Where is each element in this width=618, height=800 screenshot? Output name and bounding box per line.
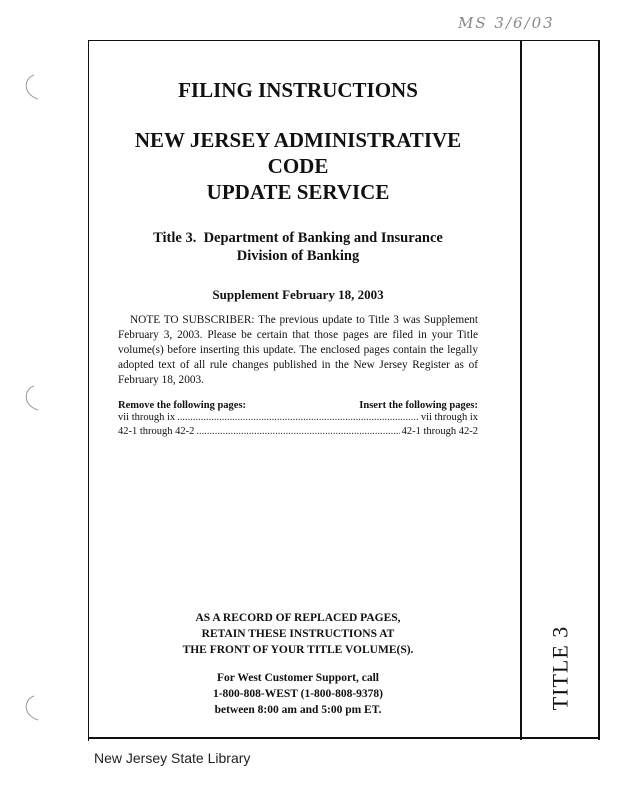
pages-row — [118, 425, 478, 439]
page-frame-bottom-edge — [88, 737, 599, 739]
pages-row — [118, 411, 478, 425]
record-notice — [118, 610, 478, 718]
title-subject — [118, 229, 478, 265]
instructions-content — [118, 78, 478, 439]
record-line-1: AS A RECORD OF REPLACED PAGES, — [195, 612, 401, 624]
title-subject-line-1: Title 3. Department of Banking and Insurance — [153, 230, 443, 246]
subscriber-note: NOTE TO SUBSCRIBER: The previous update to Title 3 was Supplement February 3, 2003. Please be certain that those pages are filed in your Title volume(s) before inserting this update. The enclosed pages contain the legally adopted text of all rule changes published in the New Jersey Register as of February 18, 2003. — [118, 314, 478, 386]
page-frame-right-edge — [598, 40, 600, 740]
support-line-1: For West Customer Support, call — [217, 672, 379, 684]
code-title — [118, 127, 478, 205]
record-line-2: RETAIN THESE INSTRUCTIONS AT — [201, 628, 395, 640]
remove-pages-header: Remove the following pages: — [118, 400, 247, 411]
remove-pages-value: 42-1 through 42-2 — [118, 426, 195, 437]
insert-pages-value: 42-1 through 42-2 — [401, 426, 478, 437]
insert-pages-value: vii through ix — [420, 412, 478, 423]
title-tab — [525, 625, 595, 711]
punch-hole-top — [18, 72, 44, 102]
punch-hole-bottom — [18, 693, 44, 723]
pages-header — [118, 400, 478, 411]
record-line-3: THE FRONT OF YOUR TITLE VOLUME(S). — [182, 644, 414, 656]
support-line-3: between 8:00 am and 5:00 pm ET. — [214, 704, 382, 716]
code-title-line-1: NEW JERSEY ADMINISTRATIVE CODE — [134, 128, 462, 178]
title-tab-label: TITLE 3 — [547, 625, 572, 711]
tab-divider-line — [520, 40, 522, 740]
supplement-date: Supplement February 18, 2003 — [212, 287, 384, 302]
handwritten-note: MS 3/6/03 — [458, 14, 555, 32]
insert-pages-header: Insert the following pages: — [359, 400, 478, 411]
title-subject-line-2: Division of Banking — [236, 248, 360, 264]
punch-hole-middle — [18, 383, 44, 413]
library-stamp: New Jersey State Library — [94, 750, 251, 766]
main-title: FILING INSTRUCTIONS — [178, 78, 418, 102]
remove-pages-value: vii through ix — [118, 412, 176, 423]
code-title-line-2: UPDATE SERVICE — [206, 180, 390, 204]
leader-dots — [196, 425, 399, 439]
leader-dots — [177, 411, 419, 425]
support-line-2: 1-800-808-WEST (1-800-808-9378) — [212, 688, 384, 700]
